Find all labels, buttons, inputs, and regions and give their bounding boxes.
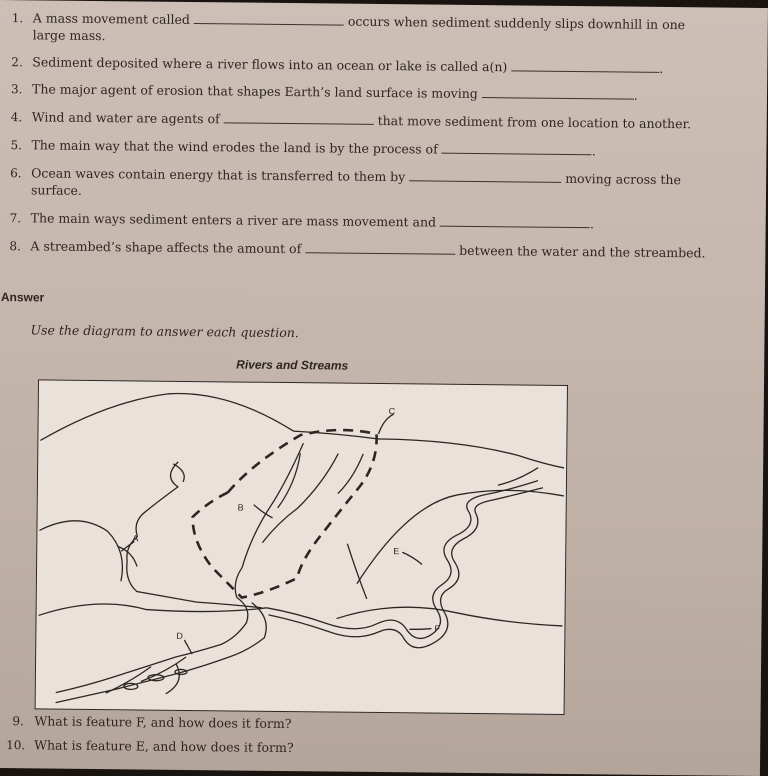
- question-9-number: 9.: [12, 714, 24, 729]
- question-4-number: 4.: [10, 110, 23, 125]
- question-8-number: 8.: [9, 239, 21, 254]
- main-river-lower: [56, 601, 267, 705]
- label-a: A: [132, 533, 139, 544]
- question-7-blank[interactable]: [440, 215, 590, 229]
- question-7-number: 7.: [9, 211, 22, 226]
- question-8-text-after: between the water and the streambed.: [459, 242, 706, 261]
- stream-branch-2: [262, 453, 338, 544]
- section-heading: Answer: [0, 290, 45, 305]
- question-9-text: What is feature F, and how does it form?: [34, 713, 292, 732]
- question-8: [30, 238, 705, 260]
- label-f: F: [434, 623, 440, 634]
- question-4-text: Wind and water are agents of: [31, 109, 220, 127]
- label-e: E: [393, 546, 400, 557]
- instructions: Use the diagram to answer each question.: [30, 322, 299, 341]
- question-3-number: 3.: [10, 82, 23, 97]
- question-3-text: The major agent of erosion that shapes Earth’s land surface is moving: [31, 81, 478, 102]
- question-5-number: 5.: [10, 138, 23, 153]
- question-5: The main way that the wind erodes the land is by the process of .: [31, 137, 596, 159]
- label-c-leader: [378, 414, 393, 434]
- question-2-blank[interactable]: [511, 59, 659, 73]
- question-4-blank[interactable]: [224, 111, 374, 125]
- diagram-svg: [36, 380, 567, 714]
- question-2-text: Sediment deposited where a river flows into an ocean or lake is called a(n): [32, 54, 508, 75]
- question-8-blank[interactable]: [305, 241, 455, 255]
- right-river-upper: [266, 478, 538, 640]
- question-1-line2: large mass.: [32, 27, 106, 44]
- right-river-lower: [268, 485, 543, 649]
- question-6-number: 6.: [10, 166, 22, 181]
- label-c: C: [388, 406, 396, 417]
- diagram-title: Rivers and Streams: [236, 357, 349, 373]
- question-6: [31, 165, 681, 187]
- label-e-leader: [402, 552, 422, 564]
- label-b: B: [237, 502, 244, 513]
- question-3: The major agent of erosion that shapes Earth’s land surface is moving .: [31, 81, 638, 103]
- rivers-streams-diagram: [35, 379, 568, 715]
- question-2: Sediment deposited where a river flows into an ocean or lake is called a(n) .: [32, 54, 664, 76]
- question-1-blank[interactable]: [194, 12, 344, 26]
- question-6-blank[interactable]: [409, 169, 561, 183]
- question-3-blank[interactable]: [482, 86, 634, 100]
- question-1-text: A mass movement called: [32, 10, 190, 27]
- question-5-blank[interactable]: [442, 142, 592, 156]
- question-7: The main ways sediment enters a river are mass movement and .: [30, 210, 595, 232]
- label-d-leader: [184, 640, 192, 654]
- right-stream: [347, 544, 368, 599]
- question-1-number: 1.: [11, 11, 24, 26]
- question-6-line2: surface.: [30, 182, 82, 198]
- question-1: [33, 10, 685, 32]
- question-10-number: 10.: [6, 738, 26, 753]
- stream-main: [235, 443, 303, 599]
- right-hill: [357, 489, 564, 586]
- question-1-text-after: occurs when sediment suddenly slips downhill in one: [347, 13, 686, 33]
- question-7-text: The main ways sediment enters a river are mass movement and: [30, 210, 437, 230]
- watershed-boundary: [192, 428, 377, 598]
- question-5-text: The main way that the wind erodes the land is by the process of: [31, 137, 438, 157]
- right-slope: [336, 606, 562, 625]
- stream-branch: [278, 453, 301, 508]
- label-d: D: [176, 630, 183, 641]
- question-10-text: What is feature E, and how does it form?: [34, 737, 294, 756]
- question-4: [32, 109, 692, 131]
- question-8-text: A streambed’s shape affects the amount of: [30, 238, 302, 257]
- question-2-number: 2.: [11, 55, 23, 70]
- question-6-text-after: moving across the: [565, 170, 682, 188]
- mountain-ridge: [40, 392, 565, 468]
- question-4-text-after: that move sediment from one location to another.: [377, 112, 692, 132]
- left-tributary: [126, 461, 263, 607]
- label-f-leader: [409, 628, 431, 629]
- left-hill: [39, 520, 123, 581]
- question-6-text: Ocean waves contain energy that is transferred to them by: [31, 165, 406, 185]
